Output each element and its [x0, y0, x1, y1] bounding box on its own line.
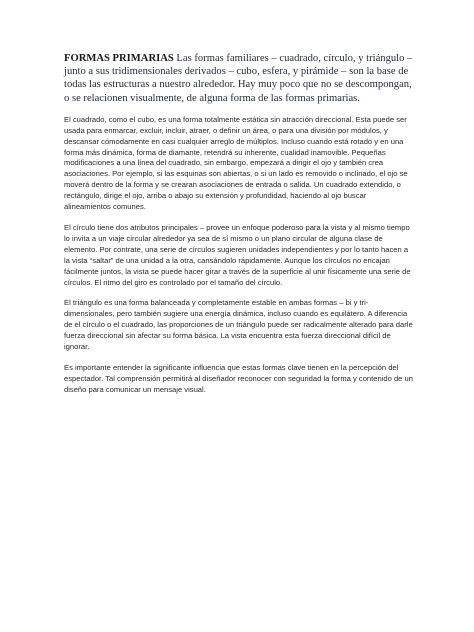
paragraph-square: El cuadrado, como el cubo, es una forma totalmente estática sin atracción direccional. Esta puede ser usada para enmarcar, excluir, incluir, atraer, o definir un área, o para una división por módulos, y descansar cómodamente en casi cualquier arreglo de múltiplos. Incluso cuando está rotado y en una forma más dinámica, forma de diamante, retendrá su inherente, cualidad inamovible. Pequeñas modificaciones a una línea del cuadrado, sin embargo, empezará a dirigir el ojo y también crea asociaciones. Por ejemplo, si las esquinas son abiertas, o si un lado es removido o inclinado, el ojo se moverá dentro de la forma y se crearan asociaciones de entrada o salida. Un cuadrado extendido, o rectángulo, dirige el ojo, arriba o abajo su extensión y profundidad, haciendo al ojo buscar alineamientos comunes.	[64, 114, 408, 212]
paragraph-circle: El círculo tiene dos atributos principales – provee un enfoque poderoso para la vista y al mismo tiempo lo invita a un viaje circular alrededor ya sea de sí mismo o un plano circular de alguna clase de elemento. Por contrate, una serie de círculos sugieren unidades independientes y por lo tanto hacen a la vista “saltar” de una unidad a la otra, cansándolo rápidamente. Aunque los círculos no encajan fácilmente juntos, la vista se puede hacer girar a través de la superficie al unir físicamente una serie de círculos. El ritmo del giro es controlado por el tamaño del círculo.	[64, 222, 411, 287]
document-page	[64, 52, 414, 406]
paragraph-conclusion: Es importante entender la significante influencia que estas formas clave tienen en la percepción del espectador. Tal comprensión permitirá al diseñador reconocer con seguridad la forma y contenido de un diseño para comunicar un mensaje visual.	[64, 362, 413, 394]
intro-paragraph	[64, 52, 414, 105]
paragraph-triangle: El triángulo es una forma balanceada y completamente estable en ambas formas – bi y tri-dimensionales, pero también sugiere una energía dinámica, incluso cuando es equilátero. A diferencia de el círculo o el cuadrado, las proporciones de un triángulo puede ser radicalmente alterado para darle fuerza direccional sin afectar su forma básica. La vista encuentra esta fuerza direccional difícil de ignorar.	[64, 298, 413, 352]
section-heading: FORMAS PRIMARIAS	[64, 53, 174, 64]
intro-text: Las formas familiares – cuadrado, círculo, y triángulo – junto a sus tridimensionales derivados – cubo, esfera, y pirámide – son la base de todas las estructuras a nuestro alrededor. Hay muy poco que no se descompongan, o se relacionen visualmente, de alguna forma de las formas primarias.	[64, 53, 413, 104]
